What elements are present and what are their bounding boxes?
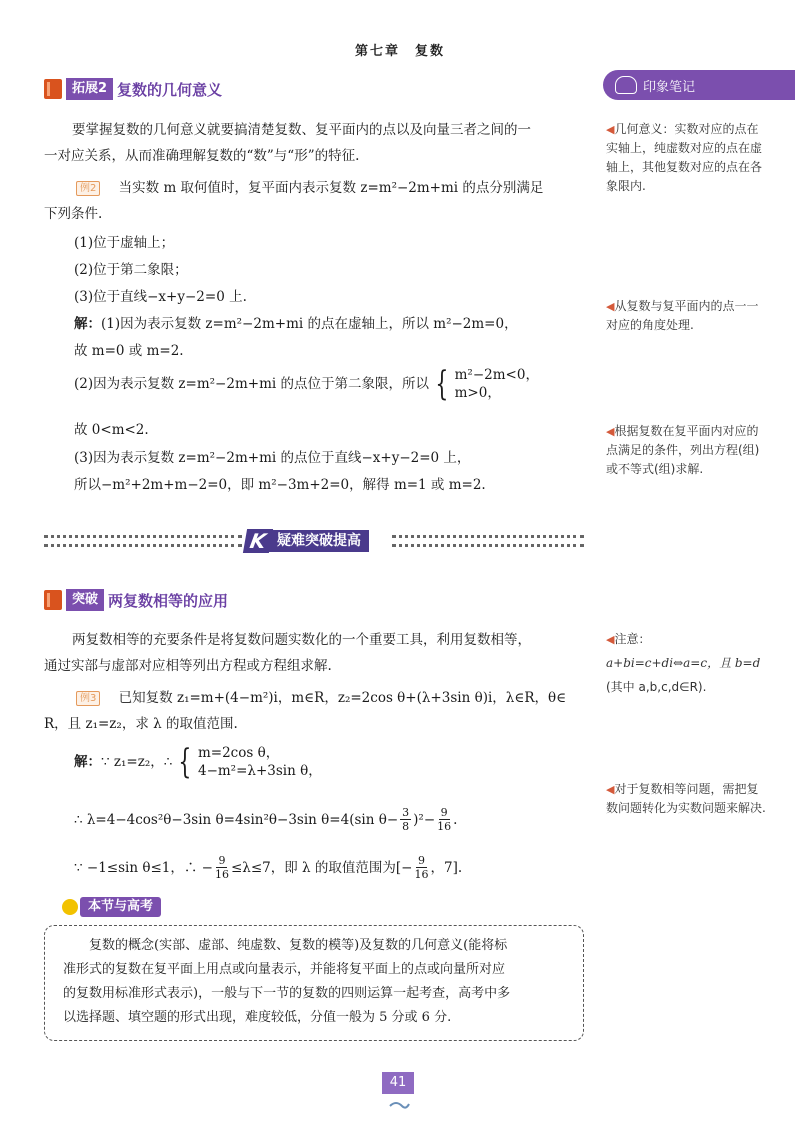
- system-row: m=2cos θ，: [197, 745, 280, 761]
- example-text: 当实数 m 取何值时，复平面内表示复数 z=m²−2m+mi 的点分别满足: [118, 180, 544, 196]
- expr-part: )²−: [413, 811, 436, 828]
- solution-label: 解：: [74, 754, 101, 770]
- side-note-1: [606, 120, 766, 196]
- side-note-4-condition: (其中 a,b,c,d∈R).: [606, 680, 707, 694]
- exam-badge-label: 本节与高考: [80, 897, 161, 917]
- section-divider: [0, 529, 800, 553]
- system-row: m²−2m<0，: [454, 367, 539, 383]
- solution-3-line-1: (3)因为表示复数 z=m²−2m+mi 的点位于直线−x+y−2=0 上，: [74, 450, 471, 466]
- fraction: $\frac{3}{8}$: [402, 806, 410, 833]
- solution-system: [74, 744, 322, 780]
- example-3-line-2: R，且 z₁=z₂，求 λ 的取值范围.: [44, 716, 238, 732]
- exam-line: 准形式的复数在复平面上用点或向量表示，并能将复平面上的点或向量所对应: [63, 962, 506, 977]
- solution-1-line-1: [74, 314, 518, 334]
- system-row: m>0，: [454, 385, 501, 401]
- example-3-line-1: [76, 688, 566, 708]
- dotted-rule-left: [44, 535, 242, 547]
- fraction: $\frac{9}{16}$: [214, 854, 229, 881]
- arrow-icon: ◀: [606, 425, 615, 438]
- divider-title: 疑难突破提高: [269, 530, 369, 552]
- book-icon: [44, 590, 62, 610]
- system: [455, 366, 539, 402]
- page-number: 41: [382, 1072, 414, 1094]
- notes-header-label: 印象笔记: [643, 79, 696, 95]
- expr-part: (sin θ−: [349, 811, 399, 828]
- solution-lambda-range: [74, 854, 462, 881]
- system: [198, 744, 322, 780]
- note-text: 注意：: [614, 632, 651, 646]
- condition-1: (1)位于虚轴上；: [74, 235, 175, 251]
- dotted-rule-right: [392, 535, 584, 547]
- solution-2-line-1: [74, 366, 539, 402]
- section-tag: 拓展2: [66, 78, 113, 100]
- solution-label: 解：: [74, 316, 101, 332]
- section-tag: 突破: [66, 589, 104, 611]
- example-label: 例2: [76, 181, 100, 196]
- expr-part: [−: [395, 859, 413, 876]
- exam-badge: [62, 897, 161, 917]
- side-note-4: [606, 630, 766, 649]
- condition-2: (2)位于第二象限；: [74, 262, 188, 278]
- example-2-line-1: [76, 178, 543, 198]
- section-heading-extension: [44, 78, 222, 100]
- note-text: 几何意义：实数对应的点在实轴上，纯虚数对应的点在虚轴上，其他复数对应的点在各象限内.: [606, 122, 763, 193]
- divider-banner: [245, 529, 369, 553]
- book-icon: [44, 79, 62, 99]
- intro-line-1: 要掌握复数的几何意义就要搞清楚复数、复平面内的点以及向量三者之间的一: [72, 122, 531, 138]
- brace: {: [178, 742, 192, 782]
- fraction: $\frac{9}{16}$: [437, 806, 452, 833]
- elephant-icon: [615, 76, 637, 94]
- expr-part: ≤λ≤7，即 λ 的取值范围为: [230, 859, 396, 876]
- note-text: 对于复数相等问题，需把复数问题转化为实数问题来解决.: [606, 782, 766, 815]
- arrow-icon: ◀: [606, 633, 615, 646]
- intro-line-2: 通过实部与虚部对应相等列出方程或方程组求解.: [44, 658, 332, 674]
- solution-text: (1)因为表示复数 z=m²−2m+mi 的点在虚轴上，所以 m²−2m=0，: [101, 316, 518, 332]
- exam-line: 的复数用标准形式表示)，一般与下一节的复数的四则运算一起考查，高考中多: [63, 986, 511, 1001]
- k-logo: K: [243, 529, 273, 553]
- condition-3: (3)位于直线−x+y−2=0 上.: [74, 289, 247, 305]
- solution-lambda-expression: [74, 806, 457, 833]
- example-label: 例3: [76, 691, 100, 706]
- side-note-5: [606, 780, 766, 818]
- arrow-icon: ◀: [606, 300, 615, 313]
- system-row: 4−m²=λ+3sin θ，: [197, 763, 322, 779]
- note-text: 根据复数在复平面内对应的点满足的条件，列出方程(组)或不等式(组)求解.: [606, 424, 760, 476]
- expr-part: ，7].: [430, 859, 463, 876]
- solution-text: ∵ z₁=z₂，∴: [101, 754, 173, 770]
- arrow-icon: ◀: [606, 123, 615, 136]
- expr-part: ∵ −1≤sin θ≤1，∴ −: [74, 859, 213, 876]
- solution-3-line-2: 所以−m²+2m+m−2=0，即 m²−3m+2=0，解得 m=1 或 m=2.: [74, 477, 486, 493]
- period: .: [453, 811, 458, 828]
- section-title: 两复数相等的应用: [108, 591, 229, 610]
- side-note-4-formula: a+bi=c+di⇔a=c，且 b=d: [606, 656, 761, 670]
- ornament-icon: [388, 1100, 410, 1112]
- solution-text: (2)因为表示复数 z=m²−2m+mi 的点位于第二象限，所以: [74, 376, 429, 392]
- chapter-header: 第七章 复数: [354, 44, 445, 59]
- section-title: 复数的几何意义: [117, 80, 223, 99]
- exam-line: 复数的概念(实部、虚部、纯虚数、复数的模等)及复数的几何意义(能将标: [89, 938, 508, 953]
- side-note-2: [606, 297, 766, 335]
- section-heading-breakthrough: [44, 589, 228, 611]
- exam-box: [44, 925, 584, 1041]
- arrow-icon: ◀: [606, 783, 615, 796]
- fraction: $\frac{9}{16}$: [414, 854, 429, 881]
- solution-2-line-2: 故 0<m<2.: [74, 422, 149, 438]
- side-note-3: [606, 422, 766, 479]
- example-2-line-2: 下列条件.: [44, 206, 103, 222]
- brace: {: [435, 364, 449, 404]
- example-text: 已知复数 z₁=m+(4−m²)i，m∈R，z₂=2cos θ+(λ+3sin θ)i，λ∈R，θ∈: [118, 690, 567, 706]
- expr-part: ∴ λ=4−4cos²θ−3sin θ=4sin²θ−3sin θ=4: [74, 811, 350, 828]
- intro-line-1: 两复数相等的充要条件是将复数问题实数化的一个重要工具，利用复数相等，: [72, 632, 531, 648]
- note-text: 从复数与复平面内的点一一对应的角度处理.: [606, 299, 759, 332]
- notes-header: [603, 70, 795, 100]
- exam-line: 以选择题、填空题的形式出现，难度较低，分值一般为 5 分或 6 分.: [63, 1010, 452, 1025]
- solution-1-line-2: 故 m=0 或 m=2.: [74, 343, 184, 359]
- intro-line-2: 一对应关系，从而准确理解复数的“数”与“形”的特征.: [44, 148, 360, 164]
- pencil-icon: [62, 899, 78, 915]
